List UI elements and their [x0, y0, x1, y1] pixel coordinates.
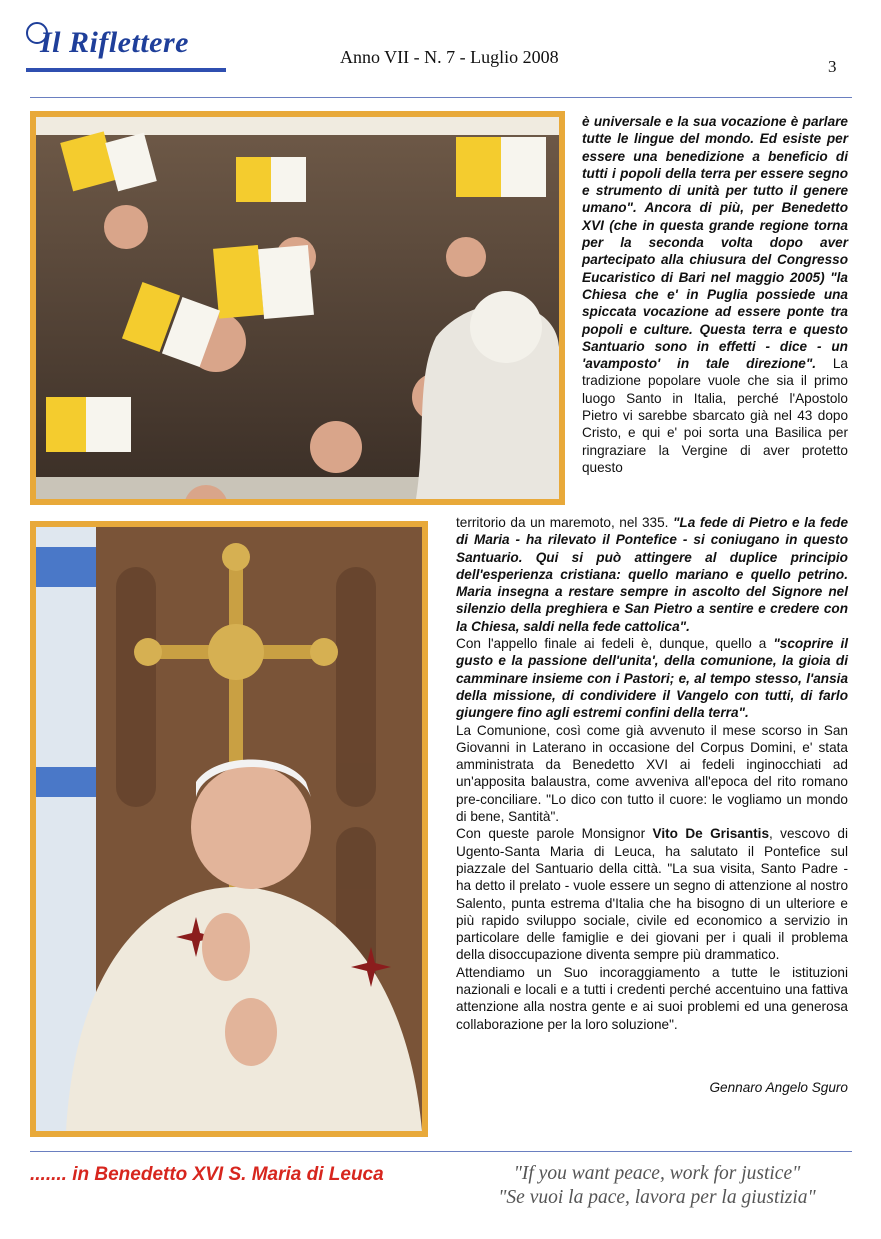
text-run: La Comunione, così come già avvenuto il mese scorso in San Giovanni in Laterano in occasione del Corpus Domini, e' stata amministrata da Benedetto XVI ai fedeli inginocchiati ad un'apposita balaustra, come avveniva all'epoca del rito romano pre-conciliare. "Lo dico con tutto il cuore: le vogliamo un mondo di bene, Santità".	[456, 722, 848, 825]
article-lower-column	[456, 514, 848, 1033]
footer-motto	[466, 1162, 848, 1210]
article-paragraph	[456, 514, 848, 635]
crowd-photo-image	[36, 117, 559, 499]
text-run: territorio da un maremoto, nel 335.	[456, 515, 673, 530]
article-paragraph	[456, 825, 848, 963]
issue-info: Anno VII - N. 7 - Luglio 2008	[340, 47, 559, 67]
pope-photo-image	[36, 527, 422, 1131]
footer-title: ....... in Benedetto XVI S. Maria di Leuca	[30, 1164, 384, 1185]
masthead-logo: Il Riflettere	[40, 26, 189, 59]
text-run: "scoprire il gusto e la passione dell'unita', della comunione, la gioia di camminare insieme con i Pastori; e, al tempo stesso, l'ansia della missione, di condividere il Vangelo con tutti, di farlo giungere fino agli estremi confini della terra".	[456, 636, 848, 721]
article-right-column	[582, 113, 848, 476]
motto-english: "If you want peace, work for justice"	[513, 1163, 801, 1184]
crowd-photo	[30, 111, 565, 505]
text-run: La tradizione popolare vuole che sia il primo luogo Santo in Italia, perché l'Apostolo Pietro vi sarebbe sbarcato già nel 43 dopo Cristo, e qui e' poi sorta una Basilica per ringraziare la Vergine di aver protetto questo	[582, 356, 848, 475]
article-paragraph	[456, 635, 848, 721]
text-run: Con queste parole Monsignor	[456, 826, 653, 842]
text-run: è universale e la sua vocazione è parlare tutte le lingue del mondo. Ed esiste per essere una benedizione a beneficio di tutti i popoli della terra per essere segno e strumento di unità per tutto il genere umano". Ancora di più, per Benedetto XVI (che in questa grande regione torna per la seconda volta dopo aver partecipato alla chiusura del Congresso Eucaristico di Bari nel maggio 2005) "la Chiesa che e' in Puglia possiede una spiccata vocazione ad essere ponte tra popoli e culture. Questa terra e questo Santuario sono in effetti - dice - un 'avamposto' in tale direzione".	[582, 114, 848, 372]
article-paragraph	[456, 722, 848, 826]
text-run: Con l'appello finale ai fedeli è, dunque, quello a	[456, 636, 774, 652]
footer-divider	[30, 1151, 852, 1152]
motto-italian: "Se vuoi la pace, lavora per la giustizia"	[498, 1187, 816, 1208]
page-number: 3	[828, 57, 837, 76]
logo-underline	[26, 68, 226, 72]
text-run: Attendiamo un Suo incoraggiamento a tutte le istituzioni nazionali e locali e a tutti i credenti perché accentuino una fattiva attenzione alla nostra gente e ai suoi problemi ed una generosa collaborazione per la loro soluzione".	[456, 964, 848, 1032]
pope-photo	[30, 521, 428, 1137]
text-run: "La fede di Pietro e la fede di Maria - ha rilevato il Pontefice - si coniugano in questo Santuario. Qui si può attingere al duplice principio dell'esperienza cristiana: quello mariano e quello petrino. Maria insegna a restare sempre in ascolto del Signore nel silenzio della preghiera e San Pietro a sentire e credere con la Chiesa, saldi nella fede cattolica".	[456, 515, 849, 634]
header-divider	[30, 97, 852, 98]
article-paragraph	[456, 964, 848, 1033]
author-signature: Gennaro Angelo Sguro	[709, 1080, 848, 1095]
text-run: , vescovo di Ugento-Santa Maria di Leuca, ha salutato il Pontefice sul piazzale del Santuario della città. "La sua visita, Santo Padre - ha detto il prelato - vuole essere un segno di attenzione al nostro Salento, punta estrema d'Italia che ha bisogno di un ulteriore e più rapido sviluppo sociale, civile ed economico a servizio in particolare delle famiglie e dei giovani per i quali il problema della disoccupazione diventa sempre più drammatico.	[456, 826, 848, 963]
text-run: Vito De Grisantis	[652, 826, 770, 842]
